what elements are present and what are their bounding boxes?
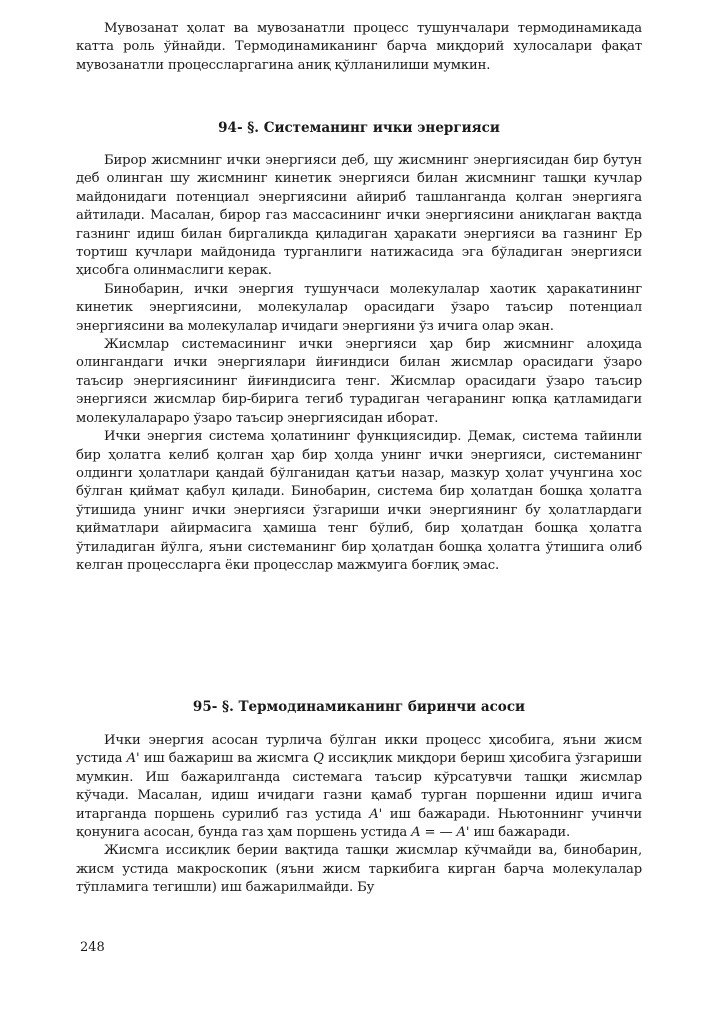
section-94-heading: 94- §. Системанинг ички энергияси — [218, 120, 500, 136]
section-95-body — [76, 732, 642, 898]
work-symbol: A' — [126, 751, 140, 767]
page-number: 248 — [80, 940, 105, 955]
section-94-paragraph-3: Жисмлар системасининг ички энергияси ҳар бир жисмнинг алоҳида олингандаги ички энергиялари йиғиндиси билан жисмлар орасидаги ўзаро таъсир энергиясининг йиғиндисига тенг. Жисмлар орасидаги ўзаро таъсир энергияси жисмлар бир-бирига тегиб турадиган чегаранинг юпқа қатламидаги молекулаларaро ўзаро таъсир энергиясидан иборат. — [76, 337, 642, 426]
work-symbol: A' — [369, 806, 383, 822]
text-run: иссиқлик миқдори бериш ҳисобига ўзгариши мумкин. Иш бажарилганда системага таъсир кўрсатувчи ташқи жисмлар кўчади. Масалан, идиш ичидаги газни қамаб турган поршенни идиш ичига итарганда поршень сурилиб газ устида — [76, 751, 643, 822]
intro-paragraph: Мувозанат ҳолат ва мувозанатли процесс тушунчалари термодинамикада катта роль ўйнайди. Термодинамиканинг барча миқдорий хулосалари фақат мувозанатли процессларгагина аниқ қўлланилиши мумкин. — [76, 21, 642, 73]
section-94-paragraph-1: Бирор жисмнинг ички энергияси деб, шу жисмнинг энергиясидан бир бутун деб олинган шу жисмнинг кинетик энергияси билан жисмнинг ташқи кучлар майдонидаги потенциал энергиясини айириб ташлангандa қолган энергияга айтилади. Масалан, бирор газ массасининг ички энергиясини аниқлаган вақтда газнинг идиш билан биргаликда қиладиган ҳаракати энергияси ва газнинг Ер тортиш кучлари майдонида турганлиги натижасида эга бўладиган энергияси ҳисобга олинмаслиги керак. — [76, 153, 642, 279]
section-95-paragraph-2: Жисмга иссиқлик берии вақтида ташқи жисмлар кўчмайди ва, бинобарин, жисм устида макроскопик (яъни жисм таркибига кирган барча молекулалар тўпламига тегишли) иш бажарилмайди. Бу — [76, 843, 642, 896]
heat-symbol: Q — [313, 751, 324, 767]
text-run: иш бажариш ва жисмга — [139, 751, 314, 767]
text-run: Ички энергия асосан турлича бўлган икки процесс ҳисобига, яъни жисм устида — [76, 733, 642, 767]
work-equation: A = — A' — [411, 825, 470, 841]
intro-block — [76, 20, 642, 75]
section-94-paragraph-4: Ички энергия система ҳолатининг функциясидир. Демак, система тайинли бир ҳолатга келиб қолган ҳар бир ҳолда унинг ички энергияси, системанинг олдинги ҳолатлари қандай бўлганидан қатъи назар, мазкур ҳолат учунгина хос бўлган қиймат қабул қилади. Бинобарин, система бир ҳолатдан бошқа ҳолатга ўтишида унинг ички энергияси ўзгариши ички энергиянинг бу ҳолатлардаги қийматлари айирмасига ҳамиша тенг бўлиб, бир ҳолатдан бошқа ҳолатга ўтиладиган йўлга, яъни системанинг бир ҳолатдан бошқа ҳолатга ўтишига олиб келган процессларга ёки процесслар мажмуига боғлиқ эмас. — [76, 429, 642, 573]
section-94-body — [76, 152, 642, 575]
section-95-paragraph-1 — [76, 732, 642, 842]
text-run: иш бажаради. Ньютоннинг учинчи қонунига асосан, бунда газ ҳам поршень устида — [76, 806, 642, 841]
text-run: иш бажаради. — [469, 825, 571, 841]
section-94-heading-block — [76, 118, 642, 138]
section-95-heading: 95- §. Термодинамиканинг биринчи асоси — [192, 699, 526, 715]
section-95-heading-block — [76, 697, 642, 717]
section-94-paragraph-2: Бинобарин, ички энергия тушунчаси молекулалар хаотик ҳаракатининг кинетик энергиясини, молекулалар орасидаги ўзаро таъсир потенциал энергиясини ва молекулалар ичидаги энергияни ўз ичига олар экан. — [76, 281, 642, 334]
